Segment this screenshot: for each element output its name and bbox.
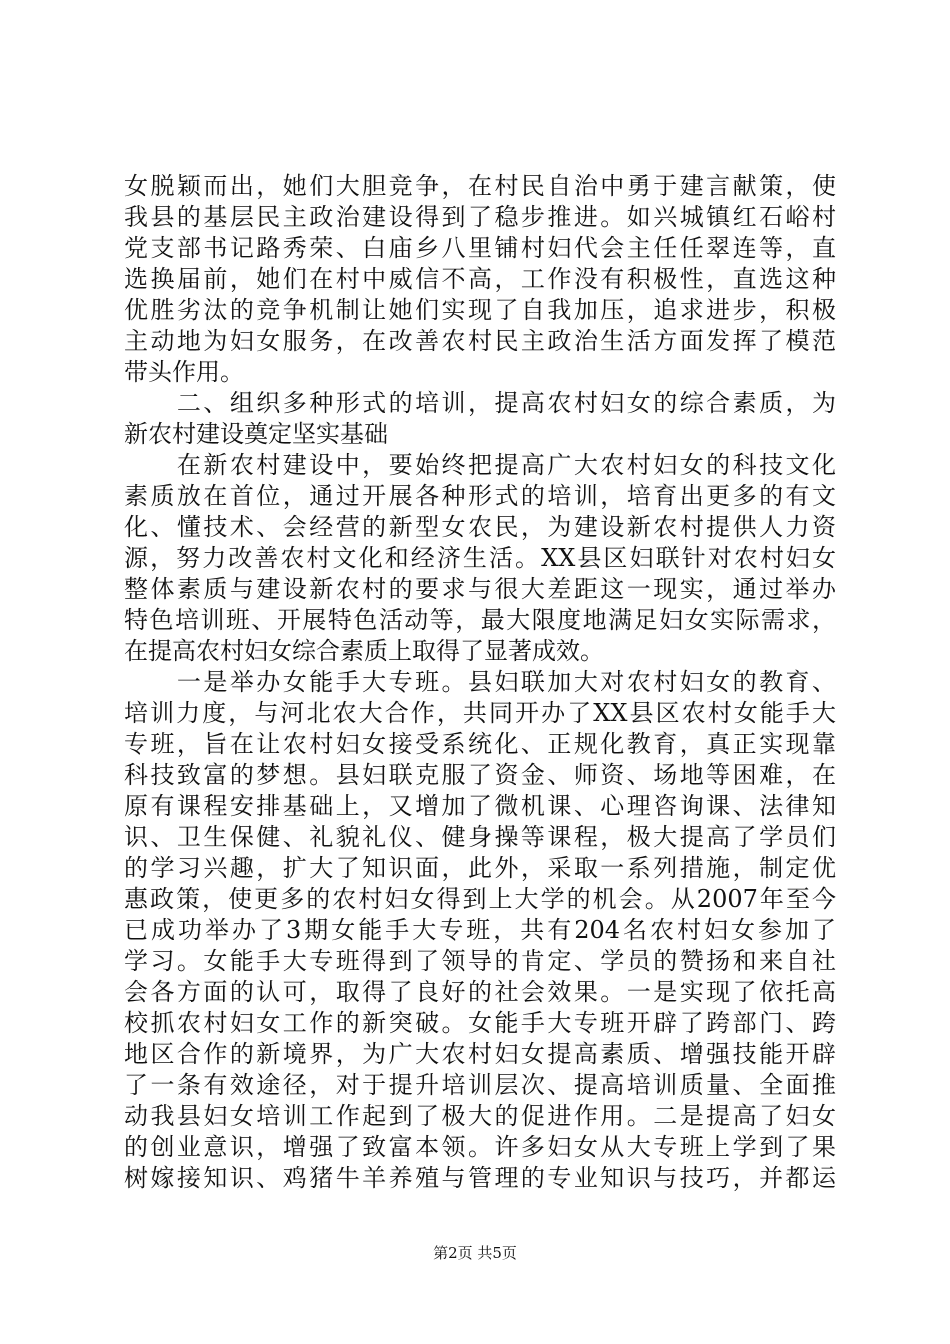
text-line: 整体素质与建设新农村的要求与很大差距这一现实，通过举办 (124, 575, 836, 603)
text-line: 特色培训班、开展特色活动等，最大限度地满足妇女实际需求， (124, 606, 836, 634)
text-line: 了一条有效途径，对于提升培训层次、提高培训质量、全面推 (124, 1071, 836, 1099)
text-line: 新农村建设奠定坚实基础 (124, 420, 388, 448)
text-line: 主动地为妇女服务，在改善农村民主政治生活方面发挥了模范 (124, 327, 836, 355)
text-line: 选换届前，她们在村中威信不高，工作没有积极性，直选这种 (124, 265, 836, 293)
text-line: 素质放在首位，通过开展各种形式的培训，培育出更多的有文 (124, 482, 836, 510)
document-body (124, 171, 836, 1194)
text-line: 二、组织多种形式的培训，提高农村妇女的综合素质，为 (124, 389, 836, 417)
text-line: 在新农村建设中，要始终把提高广大农村妇女的科技文化 (124, 451, 836, 479)
text-line: 优胜劣汰的竞争机制让她们实现了自我加压，追求进步，积极 (124, 296, 836, 324)
text-line: 化、懂技术、会经营的新型女农民，为建设新农村提供人力资 (124, 513, 836, 541)
text-line: 源，努力改善农村文化和经济生活。XX县区妇联针对农村妇女 (124, 544, 836, 572)
text-line: 学习。女能手大专班得到了领导的肯定、学员的赞扬和来自社 (124, 947, 836, 975)
text-line: 校抓农村妇女工作的新突破。女能手大专班开辟了跨部门、跨 (124, 1009, 836, 1037)
page-footer (0, 1243, 950, 1263)
text-line: 在提高农村妇女综合素质上取得了显著成效。 (124, 637, 604, 665)
text-line: 带头作用。 (124, 358, 244, 386)
text-line: 一是举办女能手大专班。县妇联加大对农村妇女的教育、 (124, 668, 836, 696)
text-line: 培训力度，与河北农大合作，共同开办了XX县区农村女能手大 (124, 699, 836, 727)
text-line: 原有课程安排基础上，又增加了微机课、心理咨询课、法律知 (124, 792, 836, 820)
text-line: 会各方面的认可，取得了良好的社会效果。一是实现了依托高 (124, 978, 836, 1006)
page-number: 第2页 共5页 (433, 1244, 517, 1262)
text-line: 党支部书记路秀荣、白庙乡八里铺村妇代会主任任翠连等，直 (124, 234, 836, 262)
text-line: 惠政策，使更多的农村妇女得到上大学的机会。从2007年至今 (124, 885, 836, 913)
text-line: 我县的基层民主政治建设得到了稳步推进。如兴城镇红石峪村 (124, 203, 836, 231)
text-line: 已成功举办了3期女能手大专班，共有204名农村妇女参加了 (124, 916, 836, 944)
text-line: 的学习兴趣，扩大了知识面，此外，采取一系列措施，制定优 (124, 854, 836, 882)
text-line: 的创业意识，增强了致富本领。许多妇女从大专班上学到了果 (124, 1133, 836, 1161)
text-line: 专班，旨在让农村妇女接受系统化、正规化教育，真正实现靠 (124, 730, 836, 758)
text-line: 树嫁接知识、鸡猪牛羊养殖与管理的专业知识与技巧，并都运 (124, 1164, 836, 1192)
text-line: 科技致富的梦想。县妇联克服了资金、师资、场地等困难，在 (124, 761, 836, 789)
text-line: 动我县妇女培训工作起到了极大的促进作用。二是提高了妇女 (124, 1102, 836, 1130)
text-line: 女脱颖而出，她们大胆竞争，在村民自治中勇于建言献策，使 (124, 172, 836, 200)
text-line: 地区合作的新境界，为广大农村妇女提高素质、增强技能开辟 (124, 1040, 836, 1068)
text-line: 识、卫生保健、礼貌礼仪、健身操等课程，极大提高了学员们 (124, 823, 836, 851)
